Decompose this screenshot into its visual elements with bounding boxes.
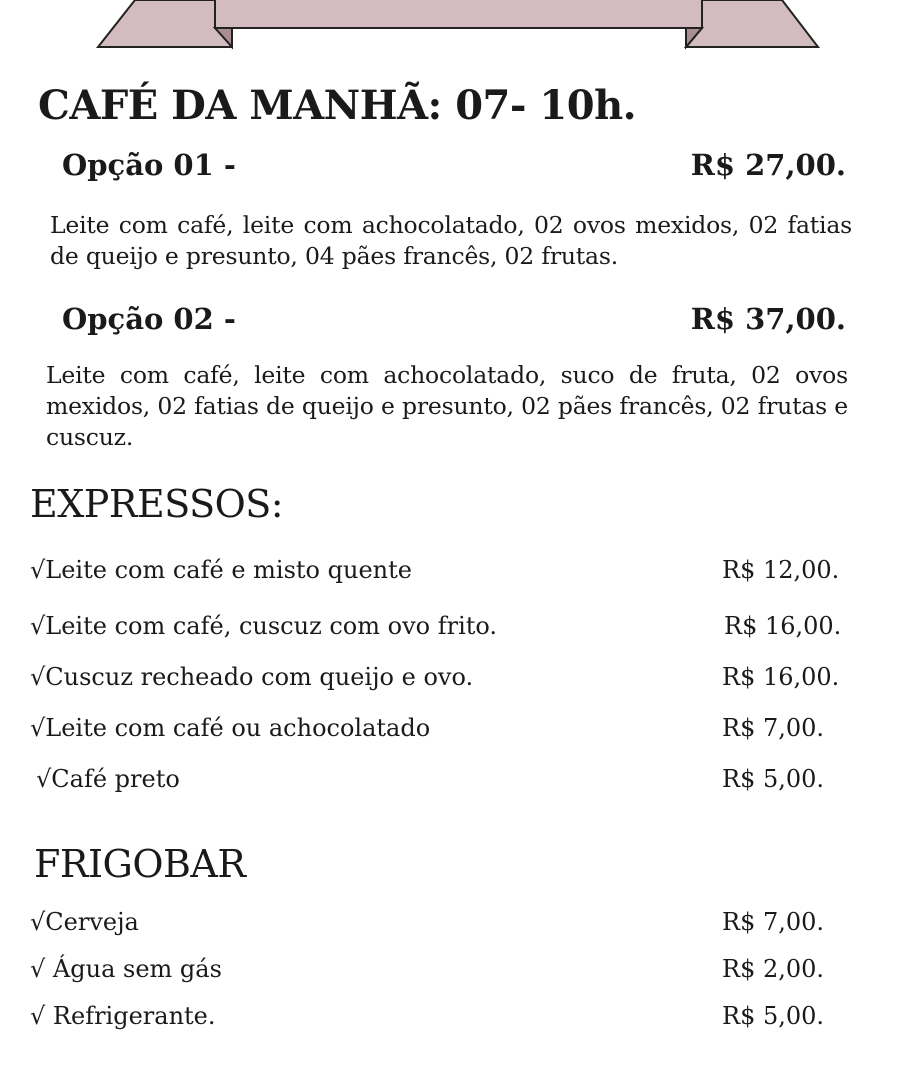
option-price: R$ 27,00. — [690, 148, 846, 182]
expressos-item-4: √Leite com café ou achocolatado — [30, 714, 431, 742]
breakfast-option-2 — [62, 302, 846, 336]
expressos-item-2: √Leite com café, cuscuz com ovo frito. — [30, 612, 498, 640]
frigobar-item-3: √ Refrigerante. — [30, 1002, 216, 1030]
option-price: R$ 37,00. — [690, 302, 846, 336]
option-label: Opção 02 - — [62, 302, 236, 336]
ribbon-banner — [0, 0, 904, 60]
option-2-description: Leite com café, leite com achocolatado, suco de fruta, 02 ovos mexidos, 02 fatias de queijo e presunto, 02 pães francês, 02 frutas e cuscuz. — [46, 361, 848, 451]
frigobar-item-1: √Cerveja — [30, 908, 139, 936]
ribbon-left-tail — [98, 0, 232, 47]
frigobar-item-2: √ Água sem gás — [30, 955, 222, 983]
frigobar-title: FRIGOBAR — [34, 842, 246, 886]
ribbon-right-tail — [686, 0, 818, 47]
option-1-description: Leite com café, leite com achocolatado, 02 ovos mexidos, 02 fatias de queijo e presunto, 04 pães francês, 02 frutas. — [50, 211, 852, 270]
expressos-price-1: R$ 12,00. — [722, 556, 840, 584]
expressos-price-5: R$ 5,00. — [722, 765, 825, 793]
breakfast-title: CAFÉ DA MANHÃ: 07- 10h. — [38, 82, 637, 129]
expressos-price-2: R$ 16,00. — [724, 612, 842, 640]
frigobar-price-2: R$ 2,00. — [722, 955, 825, 983]
frigobar-price-3: R$ 5,00. — [722, 1002, 825, 1030]
expressos-price-4: R$ 7,00. — [722, 714, 825, 742]
ribbon-body — [215, 0, 702, 28]
breakfast-option-1 — [62, 148, 846, 182]
expressos-price-3: R$ 16,00. — [722, 663, 840, 691]
expressos-title: EXPRESSOS: — [30, 482, 284, 526]
option-label: Opção 01 - — [62, 148, 236, 182]
frigobar-price-1: R$ 7,00. — [722, 908, 825, 936]
expressos-item-5: √Café preto — [36, 765, 180, 793]
expressos-item-1: √Leite com café e misto quente — [30, 556, 412, 584]
expressos-item-3: √Cuscuz recheado com queijo e ovo. — [30, 663, 474, 691]
